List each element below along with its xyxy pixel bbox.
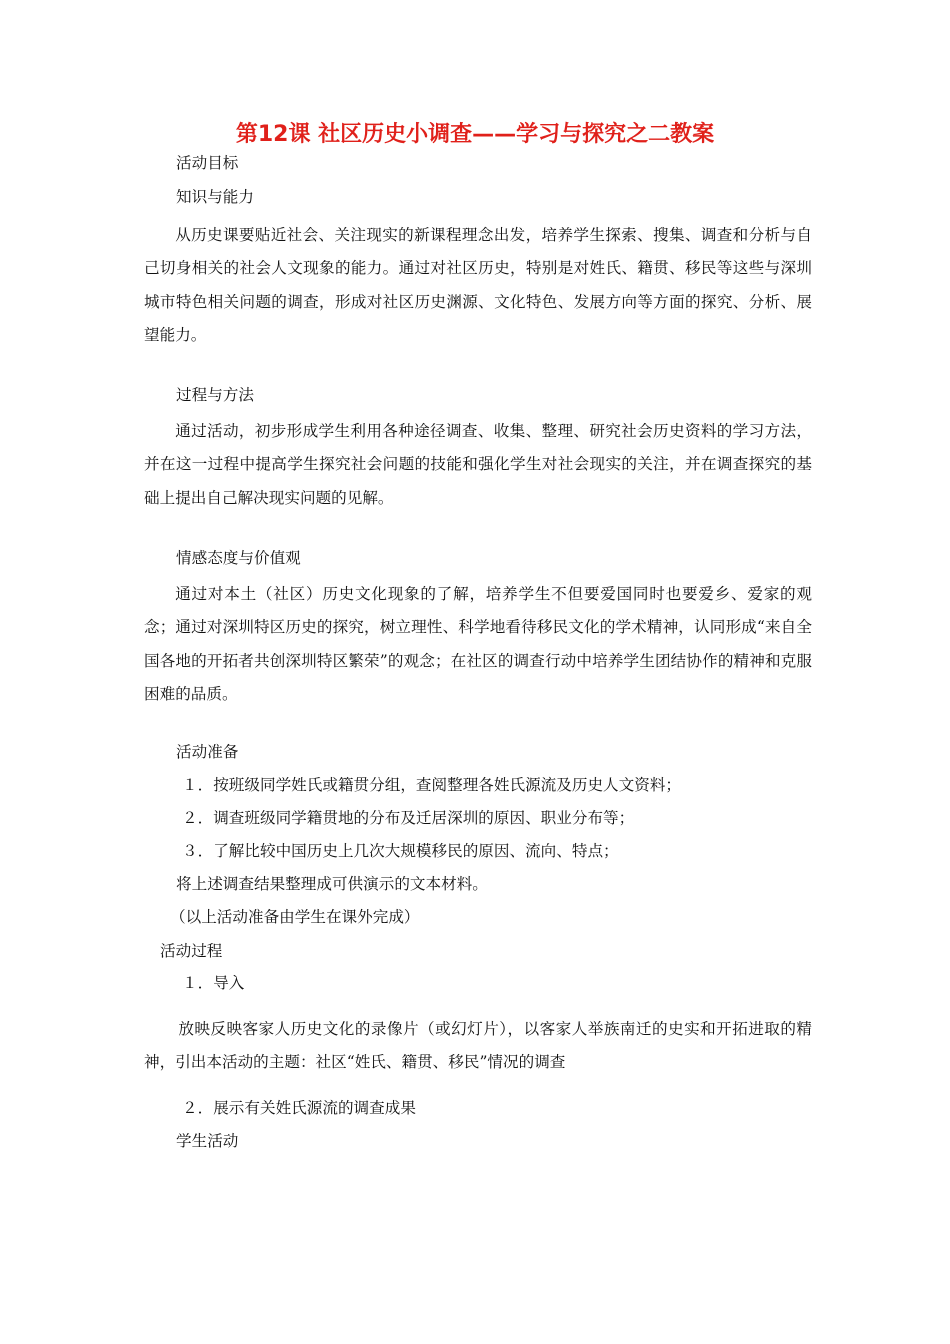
prep-note: （以上活动准备由学生在课外完成） [170,908,420,926]
heading-student-activity: 学生活动 [176,1132,239,1150]
step-1-label: １．导入 [182,974,245,992]
prep-item-2: ２．调查班级同学籍贯地的分布及迁居深圳的原因、职业分布等； [182,809,635,827]
paragraph-step-1: 放映反映客家人历史文化的录像片（或幻灯片），以客家人举族南迁的史实和开拓进取的精神，引出本活动的主题：社区“姓氏、籍贯、移民”情况的调查 [144,1020,812,1072]
heading-emotion: 情感态度与价值观 [176,549,301,567]
paragraph-emotion: 通过对本土（社区）历史文化现象的了解，培养学生不但要爱国同时也要爱乡、爱家的观念；通过对深圳特区历史的探究，树立理性、科学地看待移民文化的学术精神，认同形成“来自全国各地的开拓者共创深圳特区繁荣”的观念；在社区的调查行动中培养学生团结协作的精神和克服困难的品质。 [144,585,812,703]
heading-preparation: 活动准备 [176,743,239,761]
heading-knowledge: 知识与能力 [176,188,254,206]
paragraph-knowledge: 从历史课要贴近社会、关注现实的新课程理念出发，培养学生探索、搜集、调查和分析与自己切身相关的社会人文现象的能力。通过对社区历史，特别是对姓氏、籍贯、移民等这些与深圳城市特色相关问题的调查，形成对社区历史渊源、文化特色、发展方向等方面的探究、分析、展望能力。 [144,226,812,344]
heading-objectives: 活动目标 [176,154,239,172]
step-2-label: ２．展示有关姓氏源流的调查成果 [182,1099,416,1117]
heading-process: 过程与方法 [176,386,254,404]
prep-summary: 将上述调查结果整理成可供演示的文本材料。 [176,875,488,893]
prep-item-1: １．按班级同学姓氏或籍贯分组，查阅整理各姓氏源流及历史人文资料； [182,776,682,794]
heading-activity-process: 活动过程 [160,942,223,960]
paragraph-process: 通过活动，初步形成学生利用各种途径调查、收集、整理、研究社会历史资料的学习方法，并在这一过程中提高学生探究社会问题的技能和强化学生对社会现实的关注，并在调查探究的基础上提出自己解决现实问题的见解。 [144,422,812,507]
prep-item-3: ３．了解比较中国历史上几次大规模移民的原因、流向、特点； [182,842,619,860]
document-title: 第12课 社区历史小调查——学习与探究之二教案 [235,122,715,147]
